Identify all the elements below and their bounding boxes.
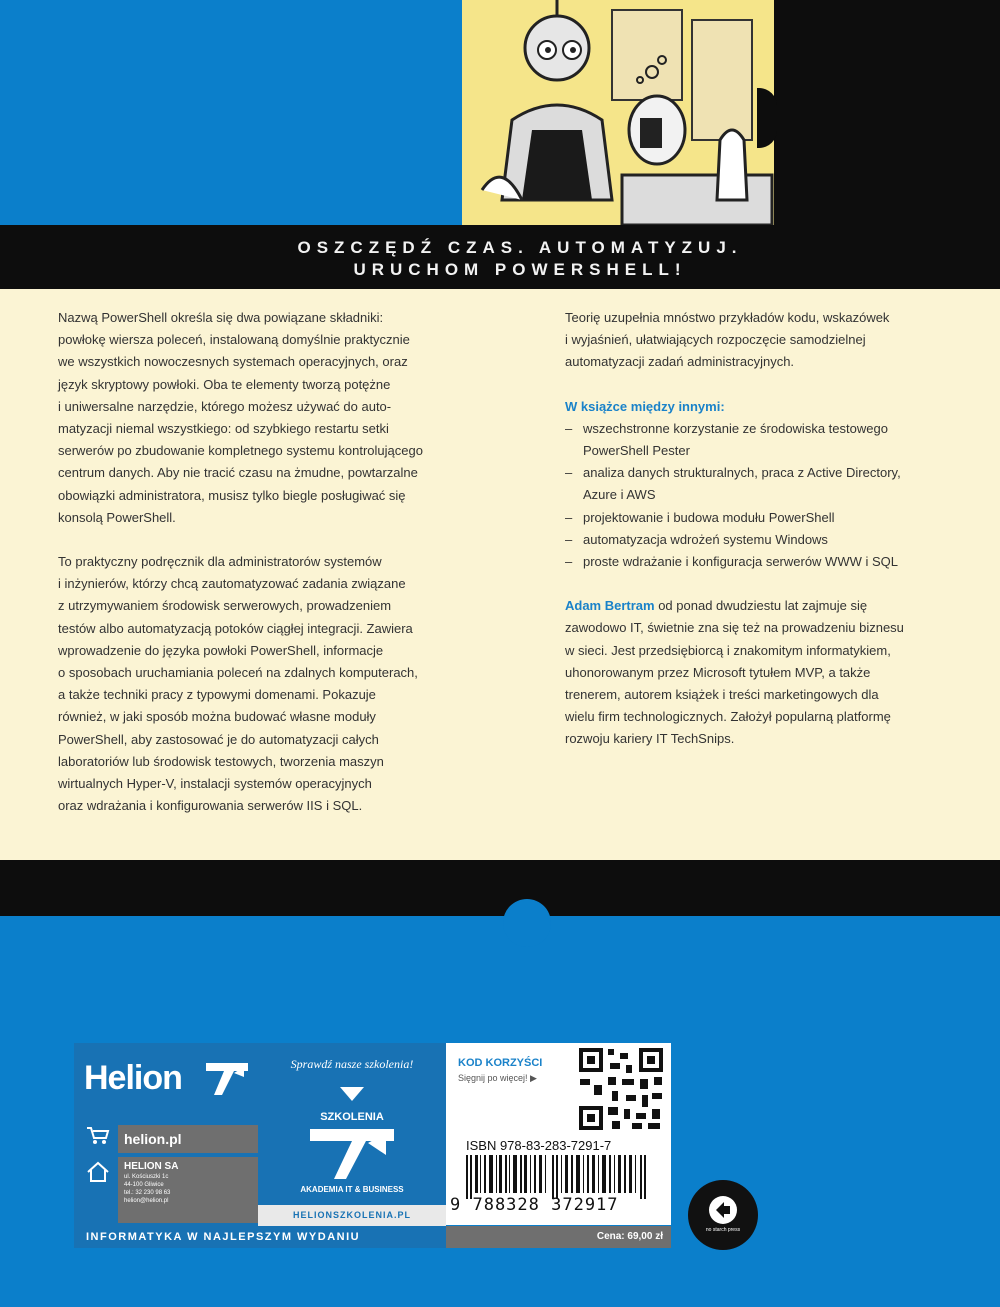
author-name: Adam Bertram: [565, 598, 655, 614]
website-row: [74, 1115, 258, 1153]
helion-logo-text: Helion: [84, 1059, 182, 1097]
author-bio: [565, 595, 965, 750]
arrow-down-icon: [340, 1087, 364, 1101]
headline-line-1: OSZCZĘDŹ CZAS. AUTOMATYZUJ.: [297, 238, 743, 257]
helion-logo-box: [74, 1043, 258, 1115]
publisher-tagline: INFORMATYKA W NAJLEPSZYM WYDANIU: [74, 1226, 446, 1248]
no-starch-press-label: no starch press: [705, 1227, 741, 1233]
left-column: [58, 307, 498, 839]
list-item: – analiza danych strukturalnych, praca z Active Directory, Azure i AWS: [565, 462, 965, 506]
decorative-bump: [503, 899, 551, 947]
author-bio-text: od ponad dwudziestu lat zajmuje się zawodowo IT, świetnie zna się też na prowadzeniu biznesu w sieci. Jest przedsiębiorcą i znakomitym informatykiem, uhonorowanym przez Microsoft tytułem MVP, a także trenerem, autorem książek i treści marketingowych dla wielu firm technologicznych. Założył popularną platformę rozwoju kariery IT TechSnips.: [565, 598, 904, 747]
feature-list: [565, 418, 965, 573]
qr-code-icon[interactable]: [576, 1045, 666, 1133]
description-paragraph-2: To praktyczny podręcznik dla administratorów systemów i inżynierów, którzy chcą zautomatyzować zadania związane z utrzymywaniem środowisk serwerowych, prowadzeniem testów albo automatyzacją potoków ciągłej integracji. Zawiera wprowadzenie do języka powłoki PowerShell, informacje o sposobach uruchamiania poleceń na zdalnych komputerach, a także techniki pracy z typowymi domenami. Pokazuje również, w jaki sposób można budować własne moduły PowerShell, aby zastosować je do automatyzacji całych laboratoriów lub środowisk testowych, tworzenia maszyn wirtualnych Hyper-V, instalacji systemów operacyjnych oraz wdrażania i konfigurowania serwerów IIS i SQL.: [58, 554, 418, 814]
headline-band: [0, 225, 1000, 289]
training-subtitle: AKADEMIA IT & BUSINESS: [300, 1185, 404, 1194]
isbn-box: [446, 1135, 671, 1225]
bottom-black-band: [0, 860, 1000, 916]
address-row: [74, 1153, 258, 1226]
address-line: helion@helion.pl: [124, 1198, 169, 1204]
address-line: 44-100 Gliwice: [124, 1182, 164, 1188]
barcode-number: 9 788328 372917: [450, 1195, 619, 1215]
list-item: – wszechstronne korzystanie ze środowiska testowego PowerShell Pester: [565, 418, 965, 462]
publisher-address: [118, 1157, 258, 1223]
list-item: – automatyzacja wdrożeń systemu Windows: [565, 529, 965, 551]
website-link[interactable]: helion.pl: [118, 1125, 258, 1153]
company-name: HELION SA: [124, 1161, 179, 1172]
benefit-code-box: [446, 1043, 671, 1135]
intro-paragraph: Teorię uzupełnia mnóstwo przykładów kodu, wskazówek i wyjaśnień, ułatwiających rozpoczęcie samodzielnej automatyzacji zadań administracyjnych.: [565, 310, 890, 370]
list-heading: W książce między innymi:: [565, 398, 725, 414]
barcode: [466, 1155, 656, 1199]
list-item: – proste wdrażanie i konfiguracja serwerów WWW i SQL: [565, 551, 965, 573]
decorative-tab: [757, 88, 777, 148]
address-line: tel.: 32 230 98 63: [124, 1190, 171, 1196]
top-blue-panel: [0, 0, 462, 225]
address-line: ul. Kościuszki 1c: [124, 1174, 169, 1180]
training-headline: Sprawdź nasze szkolenia!: [290, 1057, 414, 1071]
headline: [0, 237, 1000, 281]
helion-logo-icon: [204, 1057, 250, 1097]
code-heading: KOD KORZYŚCI: [458, 1057, 543, 1069]
right-column: [565, 307, 965, 773]
code-subtext: Sięgnij po więcej! ▶: [458, 1073, 537, 1083]
description-paragraph-1: Nazwą PowerShell określa się dwa powiązane składniki: powłokę wiersza poleceń, instalowaną domyślnie praktycznie we wszystkich nowoczesnych systemach operacyjnych, oraz język skryptowy powłoki. Oba te elementy tworzą potężne i uniwersalne narzędzie, którego możesz używać do auto- matyzacji niemal wszystkiego: od szybkiego restartu setki serwerów po zbudowanie kompletnego systemu kontrolującego centrum danych. Aby nie tracić czasu na żmudne, powtarzalne obowiązki administratora, musisz tylko biegle posługiwać się konsolą PowerShell.: [58, 310, 423, 525]
list-item: – projektowanie i budowa modułu PowerShell: [565, 507, 965, 529]
cart-icon: [86, 1125, 110, 1145]
training-logo: [302, 1079, 402, 1183]
robot-illustration: [462, 0, 774, 225]
isbn-label: ISBN 978-83-283-7291-7: [466, 1138, 612, 1153]
training-badge: SZKOLENIA: [320, 1111, 384, 1123]
training-url[interactable]: HELIONSZKOLENIA.PL: [258, 1205, 446, 1226]
no-starch-press-logo: [688, 1180, 758, 1250]
price: Cena: 69,00 zł: [446, 1226, 671, 1248]
no-starch-press-icon: [688, 1180, 758, 1250]
home-icon: [86, 1161, 110, 1183]
headline-line-2: URUCHOM POWERSHELL!: [353, 260, 687, 279]
training-box: [258, 1043, 446, 1226]
description-panel: [0, 289, 1000, 860]
